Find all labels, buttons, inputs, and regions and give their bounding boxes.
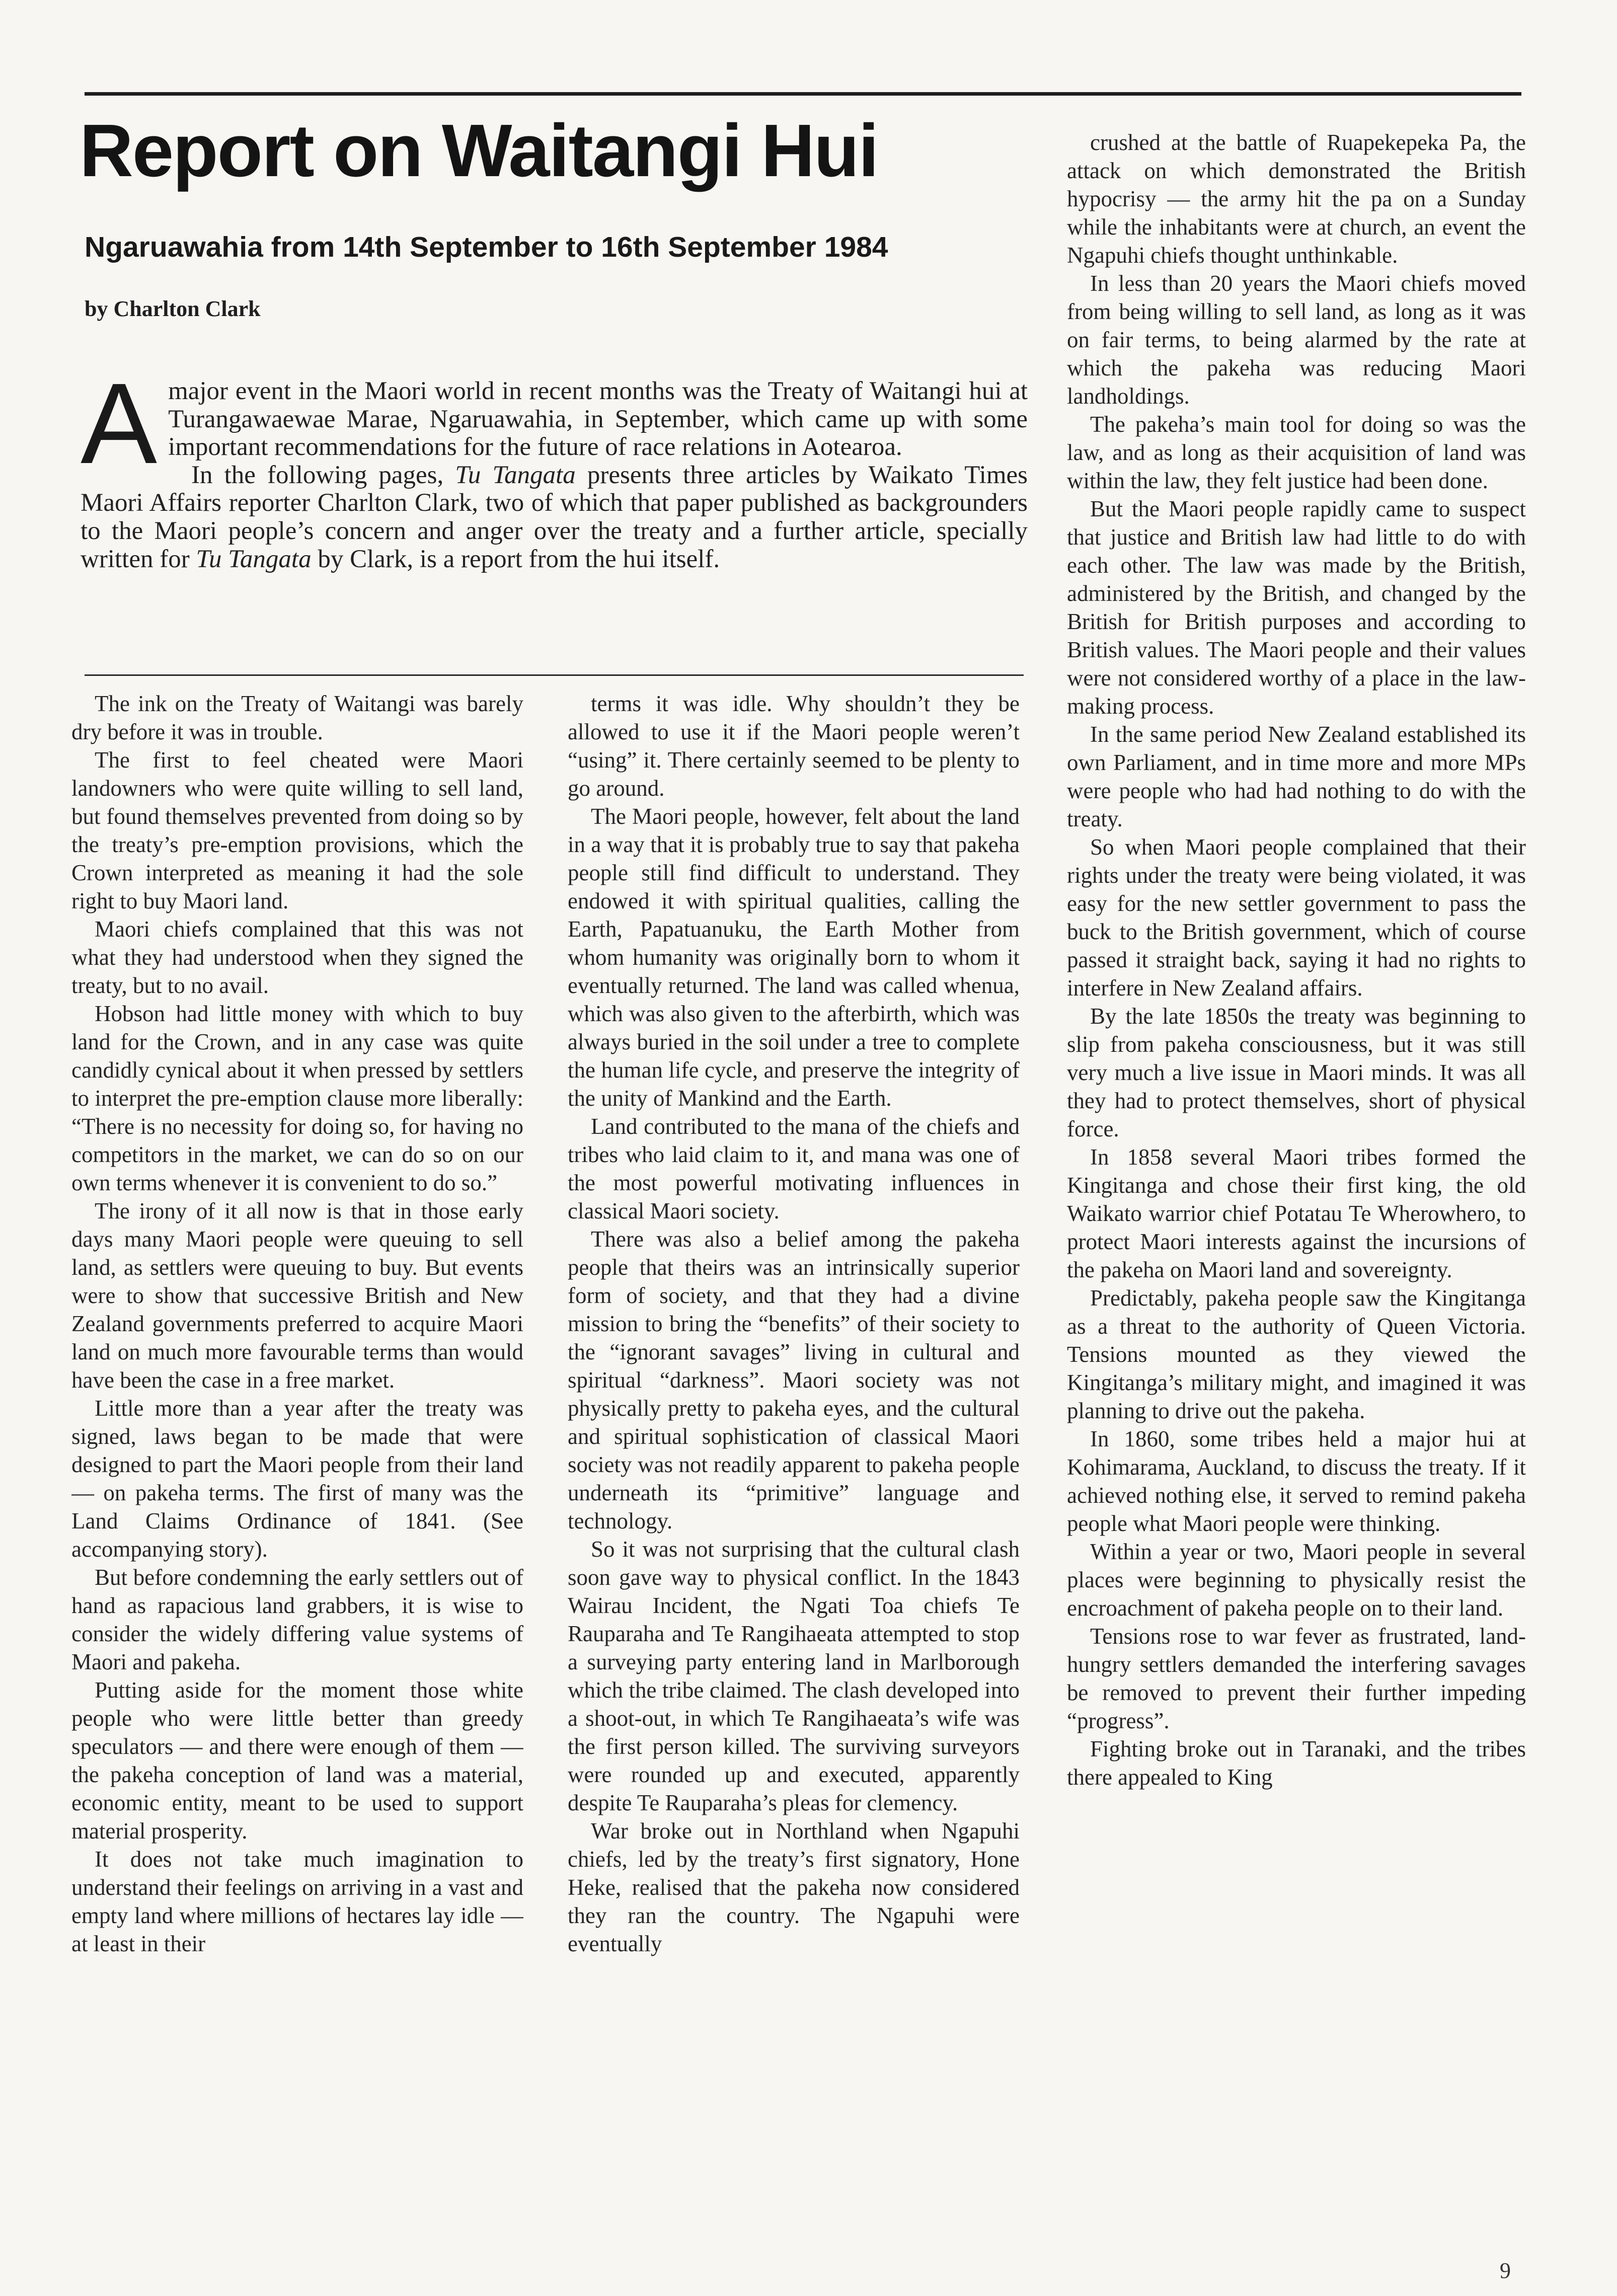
intro-rule bbox=[85, 674, 1024, 676]
paragraph: Little more than a year after the treaty was signed, laws began to be made that were designed to part the Maori people from their land — on pakeha terms. The first of many was the Land Claims Ordinance of 1841. (See accompanying story). bbox=[71, 1396, 523, 1562]
publication-name: Tu Tangata bbox=[196, 545, 312, 573]
intro-text-1: major event in the Maori world in recent months was the Treaty of Waitangi hui at Turangawaewae Marae, Ngaruawahia, in September, which came up with some important recommendations for the future of race relations in Aotearoa. bbox=[168, 377, 1028, 462]
paragraph: Maori chiefs complained that this was not what they had understood when they signed the treaty, but to no avail. bbox=[71, 916, 523, 998]
intro-text-2b: presents three articles by Waikato Times Maori Affairs reporter Charlton Clark, two of which that paper published as backgrounders to the Maori people’s concern and anger over the treaty and a further article, specially written for bbox=[81, 461, 1028, 573]
paragraph: Hobson had little money with which to buy land for the Crown, and in any case was quite candidly cynical about it when pressed by settlers to interpret the pre-emption clause more liberally: “There is no necessity for doing so, for having no competitors in the market, we can do so on our own terms whenever it is convenient to do so.” bbox=[71, 1001, 523, 1195]
byline: by Charlton Clark bbox=[85, 296, 261, 321]
page-number: 9 bbox=[1500, 2258, 1511, 2283]
top-rule bbox=[85, 92, 1521, 96]
intro-text-2c: by Clark, is a report from the hui itself. bbox=[311, 545, 720, 573]
paragraph: Predictably, pakeha people saw the Kingitanga as a threat to the authority of Queen Victoria. Tensions mounted as they viewed the Kingitanga’s military might, and imagined it was planning to drive out the pakeha. bbox=[1067, 1285, 1526, 1423]
paragraph: Land contributed to the mana of the chiefs and tribes who laid claim to it, and mana was one of the most powerful motivating influences in classical Maori society. bbox=[568, 1114, 1020, 1223]
body-column-1 bbox=[71, 690, 523, 2214]
paragraph: In less than 20 years the Maori chiefs moved from being willing to sell land, as long as it was on fair terms, to being alarmed by the rate at which the pakeha was reducing Maori landholdings. bbox=[1067, 271, 1526, 409]
intro-text-2a: In the following pages, bbox=[191, 461, 455, 489]
article-subtitle: Ngaruawahia from 14th September to 16th September 1984 bbox=[85, 231, 888, 263]
paragraph: The irony of it all now is that in those early days many Maori people were queuing to sell land, as settlers were queuing to buy. But events were to show that successive British and New Zealand governments preferred to acquire Maori land on much more favourable terms than would have been the case in a free market. bbox=[71, 1198, 523, 1393]
paragraph: There was also a belief among the pakeha people that theirs was an intrinsically superior form of society, and that they had a divine mission to bring the “benefits” of their society to the “ignorant savages” living in cultural and spiritual “darkness”. Maori society was not physically pretty to pakeha eyes, and the cultural and spiritual sophistication of classical Maori society was not readily apparent to pakeha people underneath its “primitive” language and technology. bbox=[568, 1227, 1020, 1534]
paragraph: Within a year or two, Maori people in several places were beginning to physically resist the encroachment of pakeha people on to their land. bbox=[1067, 1539, 1526, 1621]
paragraph: So when Maori people complained that their rights under the treaty were being violated, it was easy for the new settler government to pass the buck to the British government, which of course passed it straight back, saying it had no rights to interfere in New Zealand affairs. bbox=[1067, 834, 1526, 1001]
article-title: Report on Waitangi Hui bbox=[80, 109, 878, 192]
body-column-2 bbox=[568, 690, 1020, 2214]
paragraph: By the late 1850s the treaty was beginning to slip from pakeha consciousness, but it was still very much a live issue in Maori minds. It was all they had to protect themselves, short of physical force. bbox=[1067, 1004, 1526, 1141]
intro-paragraph-2 bbox=[81, 462, 1028, 573]
paragraph: In 1858 several Maori tribes formed the Kingitanga and chose their first king, the old Waikato warrior chief Potatau Te Wherowhero, to protect Maori interests against the incursions of the pakeha on Maori land and sovereignty. bbox=[1067, 1144, 1526, 1282]
paragraph: Tensions rose to war fever as frustrated, land-hungry settlers demanded the interfering savages be removed to prevent their further impeding “progress”. bbox=[1067, 1624, 1526, 1733]
paragraph: terms it was idle. Why shouldn’t they be allowed to use it if the Maori people weren’t “using” it. There certainly seemed to be plenty to go around. bbox=[568, 691, 1020, 801]
paragraph: War broke out in Northland when Ngapuhi chiefs, led by the treaty’s first signatory, Hone Heke, realised that the pakeha now considered they ran the country. The Ngapuhi were eventually bbox=[568, 1818, 1020, 1956]
drop-cap: A bbox=[81, 360, 158, 488]
body-column-3 bbox=[1067, 128, 1526, 2217]
paragraph: So it was not surprising that the cultural clash soon gave way to physical conflict. In the 1843 Wairau Incident, the Ngati Toa chiefs Te Rauparaha and Te Rangihaeata attempted to stop a surveying party entering land in Marlborough which the tribe claimed. The clash developed into a shoot-out, in which Te Rangihaeata’s wife was the first person killed. The surviving surveyors were rounded up and executed, apparently despite Te Rauparaha’s pleas for clemency. bbox=[568, 1537, 1020, 1815]
paragraph: It does not take much imagination to understand their feelings on arriving in a vast and empty land where millions of hectares lay idle — at least in their bbox=[71, 1847, 523, 1956]
paragraph: In the same period New Zealand established its own Parliament, and in time more and more MPs were people who had had nothing to do with the treaty. bbox=[1067, 722, 1526, 831]
paragraph: The pakeha’s main tool for doing so was the law, and as long as their acquisition of land was within the law, they felt justice had been done. bbox=[1067, 412, 1526, 493]
paragraph: Putting aside for the moment those white people who were little better than greedy speculators — and there were enough of them — the pakeha conception of land was a material, economic entity, meant to be used to support material prosperity. bbox=[71, 1677, 523, 1844]
paragraph: crushed at the battle of Ruapekepeka Pa, the attack on which demonstrated the British hypocrisy — the army hit the pa on a Sunday while the inhabitants were at church, an event the Ngapuhi chiefs thought unthinkable. bbox=[1067, 130, 1526, 268]
paragraph: The Maori people, however, felt about the land in a way that it is probably true to say that pakeha people still find difficult to understand. They endowed it with spiritual qualities, calling the Earth, Papatuanuku, the Earth Mother from whom humanity was originally born to whom it eventually returned. The land was called whenua, which was also given to the afterbirth, which was always buried in the soil under a tree to complete the human life cycle, and preserve the integrity of the unity of Mankind and the Earth. bbox=[568, 804, 1020, 1111]
paragraph: But before condemning the early settlers out of hand as rapacious land grabbers, it is wise to consider the widely differing value systems of Maori and pakeha. bbox=[71, 1565, 523, 1674]
publication-name: Tu Tangata bbox=[455, 461, 576, 489]
paragraph: The first to feel cheated were Maori landowners who were quite willing to sell land, but found themselves prevented from doing so by the treaty’s pre-emption provisions, which the Crown interpreted as meaning it had the sole right to buy Maori land. bbox=[71, 747, 523, 913]
paragraph: The ink on the Treaty of Waitangi was barely dry before it was in trouble. bbox=[71, 691, 523, 744]
intro-block bbox=[81, 360, 1028, 573]
paragraph: Fighting broke out in Taranaki, and the tribes there appealed to King bbox=[1067, 1736, 1526, 1790]
paragraph: In 1860, some tribes held a major hui at Kohimarama, Auckland, to discuss the treaty. If it achieved nothing else, it served to remind pakeha people what Maori people were thinking. bbox=[1067, 1426, 1526, 1536]
paragraph: But the Maori people rapidly came to suspect that justice and British law had little to do with each other. The law was made by the British, administered by the British, and changed by the British for British purposes and according to British values. The Maori people and their values were not considered worthy of a place in the law-making process. bbox=[1067, 496, 1526, 719]
